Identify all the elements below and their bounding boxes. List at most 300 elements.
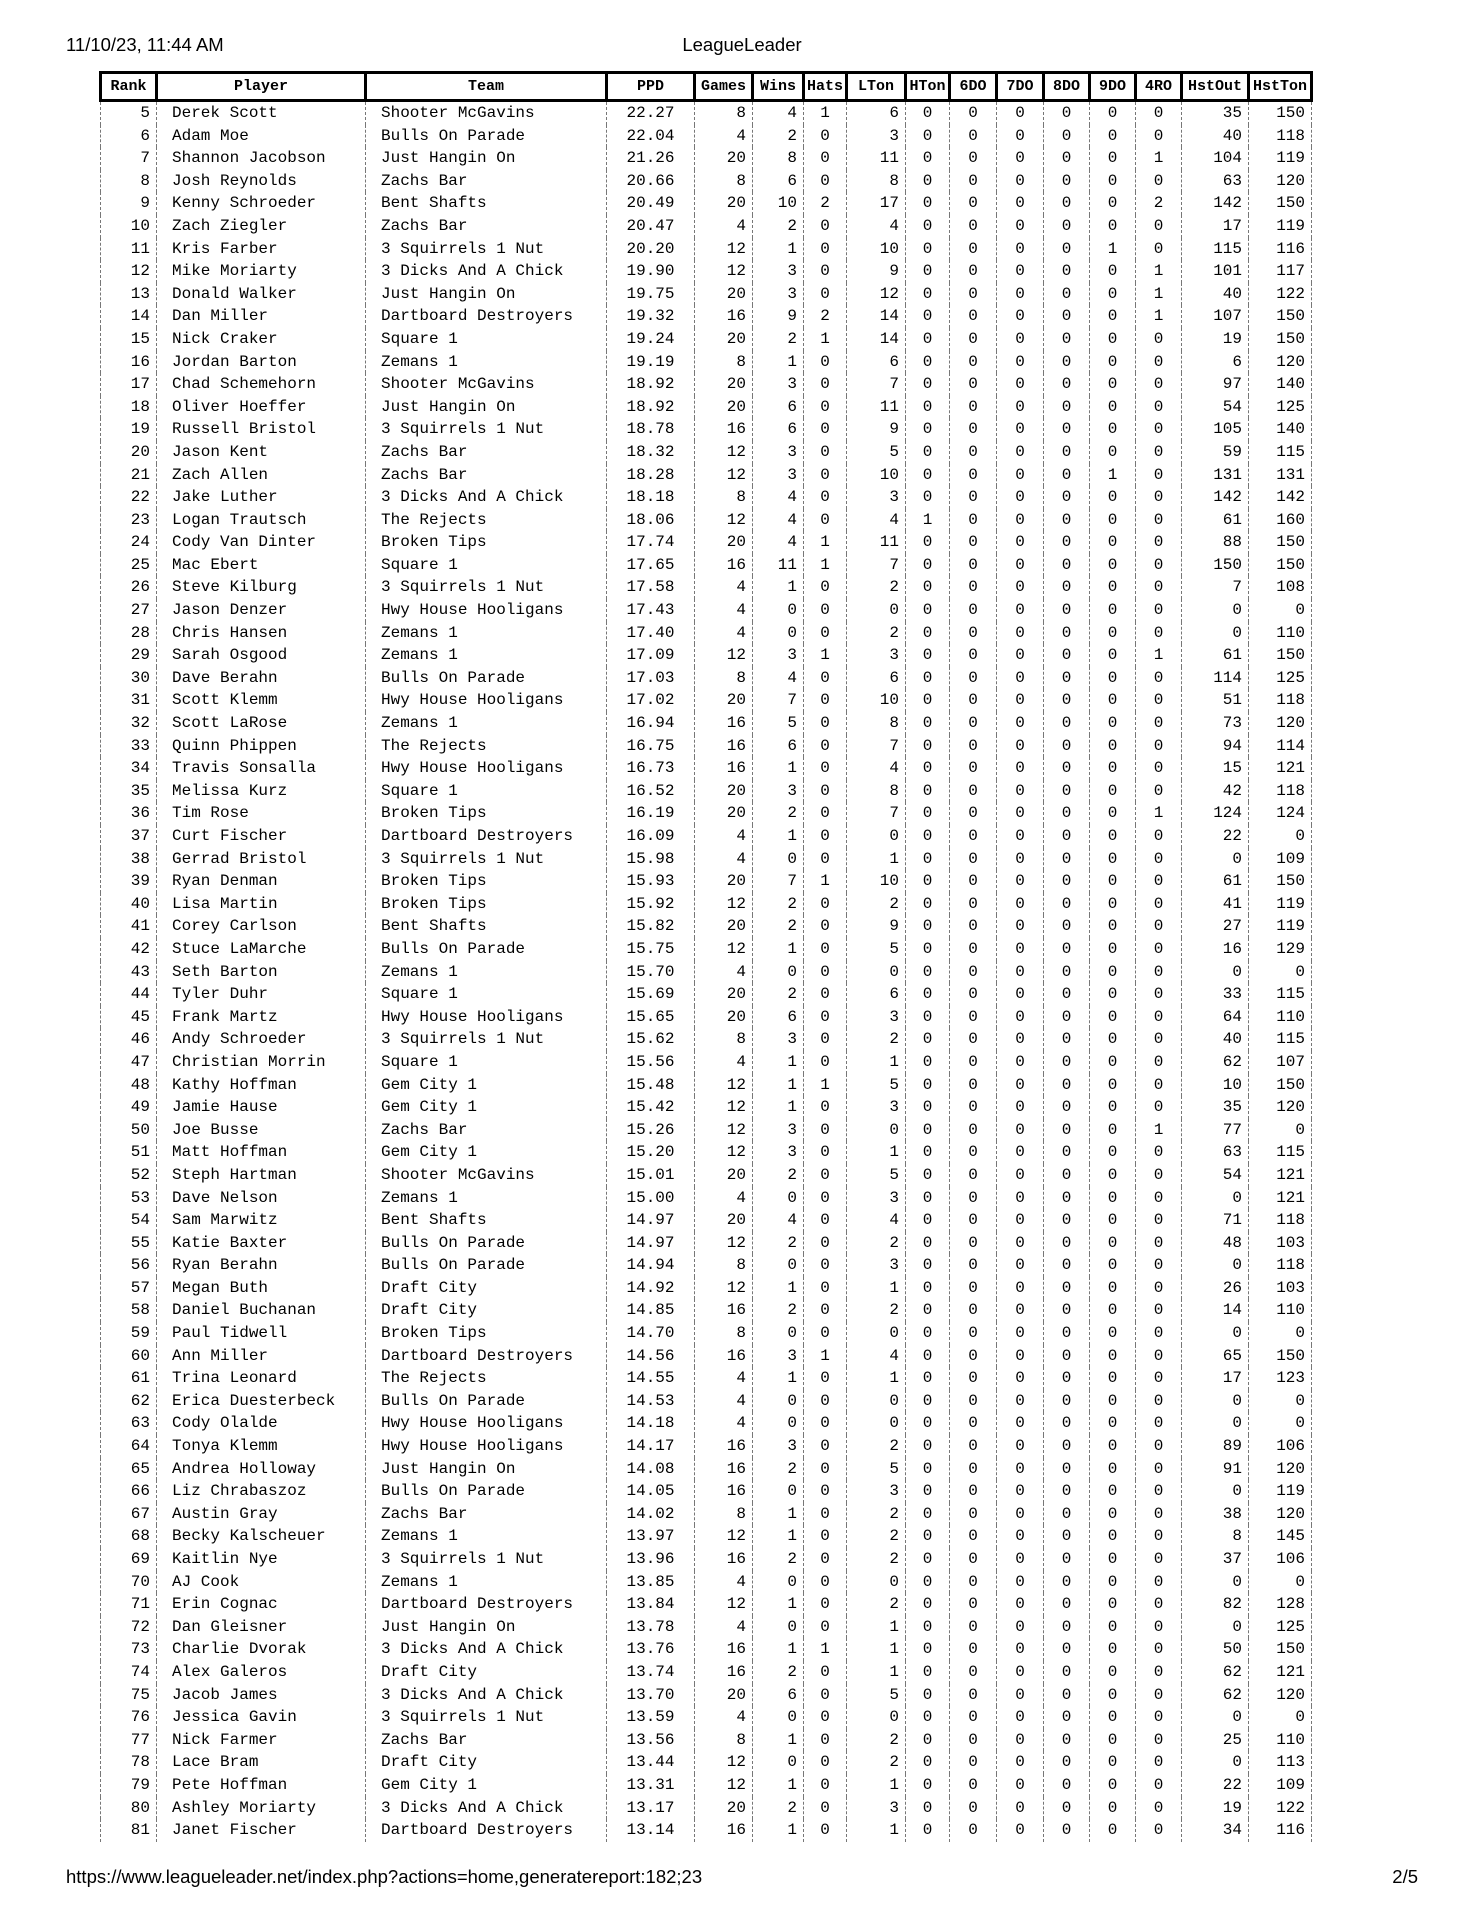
cell-hats: 0 xyxy=(804,780,847,803)
cell-lton: 0 xyxy=(847,1571,906,1594)
cell-9do: 0 xyxy=(1090,1119,1136,1142)
table-body xyxy=(101,101,1312,1842)
cell-6do: 0 xyxy=(950,328,997,351)
cell-wins: 3 xyxy=(753,1141,804,1164)
table-row xyxy=(101,441,1312,464)
cell-team: Zachs Bar xyxy=(366,464,607,487)
cell-games: 4 xyxy=(695,125,753,148)
cell-8do: 0 xyxy=(1044,147,1090,170)
cell-lton: 2 xyxy=(847,1525,906,1548)
cell-team: Dartboard Destroyers xyxy=(366,1593,607,1616)
cell-lton: 2 xyxy=(847,1028,906,1051)
cell-hstton: 150 xyxy=(1249,554,1312,577)
cell-hats: 0 xyxy=(804,983,847,1006)
cell-hstout: 63 xyxy=(1182,1141,1249,1164)
cell-hstton: 150 xyxy=(1249,1345,1312,1368)
cell-6do: 0 xyxy=(950,1164,997,1187)
cell-hstton: 150 xyxy=(1249,192,1312,215)
cell-4ro: 0 xyxy=(1136,1367,1182,1390)
cell-7do: 0 xyxy=(997,260,1044,283)
cell-6do: 0 xyxy=(950,554,997,577)
cell-hstton: 109 xyxy=(1249,848,1312,871)
cell-wins: 1 xyxy=(753,938,804,961)
table-row xyxy=(101,351,1312,374)
cell-games: 16 xyxy=(695,1345,753,1368)
cell-rank: 59 xyxy=(101,1322,157,1345)
cell-hats: 1 xyxy=(804,101,847,125)
cell-hton: 0 xyxy=(906,870,950,893)
cell-hstout: 64 xyxy=(1182,1006,1249,1029)
cell-hats: 0 xyxy=(804,238,847,261)
cell-lton: 12 xyxy=(847,283,906,306)
cell-rank: 7 xyxy=(101,147,157,170)
cell-hats: 2 xyxy=(804,192,847,215)
cell-7do: 0 xyxy=(997,1661,1044,1684)
table-row xyxy=(101,1232,1312,1255)
cell-7do: 0 xyxy=(997,215,1044,238)
cell-9do: 0 xyxy=(1090,1096,1136,1119)
cell-7do: 0 xyxy=(997,1277,1044,1300)
cell-player: Steph Hartman xyxy=(157,1164,366,1187)
cell-9do: 0 xyxy=(1090,893,1136,916)
cell-4ro: 0 xyxy=(1136,1028,1182,1051)
cell-lton: 3 xyxy=(847,486,906,509)
cell-lton: 8 xyxy=(847,712,906,735)
table-row xyxy=(101,1164,1312,1187)
cell-team: Square 1 xyxy=(366,1051,607,1074)
cell-ppd: 20.49 xyxy=(607,192,695,215)
cell-hton: 0 xyxy=(906,1119,950,1142)
cell-wins: 2 xyxy=(753,125,804,148)
cell-4ro: 0 xyxy=(1136,667,1182,690)
cell-wins: 4 xyxy=(753,667,804,690)
cell-7do: 0 xyxy=(997,1028,1044,1051)
cell-player: Donald Walker xyxy=(157,283,366,306)
cell-6do: 0 xyxy=(950,1797,997,1820)
cell-ppd: 17.40 xyxy=(607,622,695,645)
cell-player: Oliver Hoeffer xyxy=(157,396,366,419)
cell-team: Shooter McGavins xyxy=(366,101,607,125)
cell-6do: 0 xyxy=(950,215,997,238)
cell-wins: 0 xyxy=(753,1706,804,1729)
cell-wins: 0 xyxy=(753,848,804,871)
cell-4ro: 0 xyxy=(1136,554,1182,577)
cell-hton: 0 xyxy=(906,396,950,419)
cell-7do: 0 xyxy=(997,983,1044,1006)
cell-hstout: 105 xyxy=(1182,418,1249,441)
cell-hstout: 0 xyxy=(1182,1751,1249,1774)
cell-lton: 4 xyxy=(847,509,906,532)
cell-hats: 0 xyxy=(804,1028,847,1051)
cell-hats: 0 xyxy=(804,1751,847,1774)
cell-4ro: 0 xyxy=(1136,1277,1182,1300)
cell-8do: 0 xyxy=(1044,1299,1090,1322)
cell-rank: 27 xyxy=(101,599,157,622)
cell-4ro: 0 xyxy=(1136,1345,1182,1368)
cell-team: Zachs Bar xyxy=(366,170,607,193)
cell-hats: 0 xyxy=(804,735,847,758)
cell-wins: 3 xyxy=(753,1028,804,1051)
cell-lton: 7 xyxy=(847,554,906,577)
cell-7do: 0 xyxy=(997,1051,1044,1074)
cell-hstout: 26 xyxy=(1182,1277,1249,1300)
cell-player: Nick Craker xyxy=(157,328,366,351)
cell-games: 16 xyxy=(695,1435,753,1458)
cell-hstton: 0 xyxy=(1249,961,1312,984)
table-row xyxy=(101,1706,1312,1729)
cell-player: Andrea Holloway xyxy=(157,1458,366,1481)
cell-team: 3 Dicks And A Chick xyxy=(366,1638,607,1661)
cell-hats: 0 xyxy=(804,351,847,374)
cell-hton: 0 xyxy=(906,1480,950,1503)
cell-rank: 65 xyxy=(101,1458,157,1481)
table-row xyxy=(101,554,1312,577)
cell-lton: 3 xyxy=(847,1797,906,1820)
cell-hstton: 121 xyxy=(1249,1187,1312,1210)
cell-9do: 0 xyxy=(1090,373,1136,396)
cell-rank: 62 xyxy=(101,1390,157,1413)
cell-7do: 0 xyxy=(997,1435,1044,1458)
cell-hstout: 40 xyxy=(1182,283,1249,306)
cell-7do: 0 xyxy=(997,147,1044,170)
cell-6do: 0 xyxy=(950,373,997,396)
cell-player: Janet Fischer xyxy=(157,1819,366,1842)
cell-9do: 0 xyxy=(1090,125,1136,148)
cell-hats: 1 xyxy=(804,1074,847,1097)
cell-ppd: 17.58 xyxy=(607,576,695,599)
cell-team: 3 Squirrels 1 Nut xyxy=(366,1706,607,1729)
cell-7do: 0 xyxy=(997,780,1044,803)
cell-team: Zachs Bar xyxy=(366,215,607,238)
cell-rank: 28 xyxy=(101,622,157,645)
cell-rank: 22 xyxy=(101,486,157,509)
cell-9do: 0 xyxy=(1090,101,1136,125)
cell-team: Just Hangin On xyxy=(366,147,607,170)
cell-6do: 0 xyxy=(950,689,997,712)
cell-team: Gem City 1 xyxy=(366,1074,607,1097)
cell-ppd: 18.18 xyxy=(607,486,695,509)
cell-hton: 0 xyxy=(906,1435,950,1458)
cell-4ro: 0 xyxy=(1136,780,1182,803)
cell-hstton: 150 xyxy=(1249,1638,1312,1661)
cell-hats: 0 xyxy=(804,125,847,148)
cell-6do: 0 xyxy=(950,599,997,622)
cell-player: Pete Hoffman xyxy=(157,1774,366,1797)
cell-4ro: 0 xyxy=(1136,1209,1182,1232)
cell-wins: 3 xyxy=(753,644,804,667)
cell-rank: 58 xyxy=(101,1299,157,1322)
cell-7do: 0 xyxy=(997,1525,1044,1548)
cell-hats: 1 xyxy=(804,1638,847,1661)
cell-hton: 0 xyxy=(906,1367,950,1390)
cell-hats: 0 xyxy=(804,1729,847,1752)
cell-lton: 3 xyxy=(847,1254,906,1277)
cell-wins: 0 xyxy=(753,1322,804,1345)
cell-8do: 0 xyxy=(1044,825,1090,848)
cell-9do: 0 xyxy=(1090,1706,1136,1729)
cell-6do: 0 xyxy=(950,1706,997,1729)
cell-team: Square 1 xyxy=(366,328,607,351)
cell-hstton: 131 xyxy=(1249,464,1312,487)
cell-wins: 6 xyxy=(753,396,804,419)
table-row xyxy=(101,170,1312,193)
cell-hstout: 94 xyxy=(1182,735,1249,758)
cell-hats: 0 xyxy=(804,1571,847,1594)
cell-player: Sam Marwitz xyxy=(157,1209,366,1232)
cell-7do: 0 xyxy=(997,1119,1044,1142)
cell-wins: 0 xyxy=(753,1254,804,1277)
cell-games: 12 xyxy=(695,1119,753,1142)
cell-hton: 0 xyxy=(906,1706,950,1729)
cell-lton: 10 xyxy=(847,464,906,487)
cell-9do: 0 xyxy=(1090,1051,1136,1074)
cell-hton: 0 xyxy=(906,1503,950,1526)
cell-9do: 0 xyxy=(1090,1729,1136,1752)
cell-hats: 0 xyxy=(804,170,847,193)
cell-team: Zachs Bar xyxy=(366,441,607,464)
cell-games: 8 xyxy=(695,1028,753,1051)
cell-hstout: 63 xyxy=(1182,170,1249,193)
cell-7do: 0 xyxy=(997,1819,1044,1842)
cell-7do: 0 xyxy=(997,757,1044,780)
cell-4ro: 0 xyxy=(1136,1571,1182,1594)
cell-7do: 0 xyxy=(997,689,1044,712)
cell-wins: 2 xyxy=(753,802,804,825)
cell-ppd: 13.70 xyxy=(607,1684,695,1707)
cell-4ro: 0 xyxy=(1136,373,1182,396)
cell-hats: 0 xyxy=(804,464,847,487)
cell-4ro: 0 xyxy=(1136,1525,1182,1548)
cell-hton: 0 xyxy=(906,305,950,328)
cell-8do: 0 xyxy=(1044,735,1090,758)
cell-8do: 0 xyxy=(1044,1006,1090,1029)
column-header-player: Player xyxy=(157,73,366,101)
table-row xyxy=(101,1345,1312,1368)
cell-lton: 3 xyxy=(847,1187,906,1210)
cell-wins: 0 xyxy=(753,1187,804,1210)
cell-hton: 0 xyxy=(906,283,950,306)
cell-ppd: 15.65 xyxy=(607,1006,695,1029)
cell-rank: 44 xyxy=(101,983,157,1006)
cell-hstout: 0 xyxy=(1182,1390,1249,1413)
cell-hstton: 119 xyxy=(1249,1480,1312,1503)
cell-team: Bulls On Parade xyxy=(366,1390,607,1413)
cell-rank: 68 xyxy=(101,1525,157,1548)
cell-7do: 0 xyxy=(997,576,1044,599)
cell-rank: 48 xyxy=(101,1074,157,1097)
cell-hats: 0 xyxy=(804,915,847,938)
cell-rank: 67 xyxy=(101,1503,157,1526)
cell-8do: 0 xyxy=(1044,938,1090,961)
cell-team: 3 Dicks And A Chick xyxy=(366,1684,607,1707)
table-row xyxy=(101,622,1312,645)
cell-hstton: 122 xyxy=(1249,283,1312,306)
cell-hats: 0 xyxy=(804,1141,847,1164)
cell-lton: 3 xyxy=(847,1006,906,1029)
cell-wins: 0 xyxy=(753,1751,804,1774)
table-row xyxy=(101,238,1312,261)
cell-6do: 0 xyxy=(950,1593,997,1616)
cell-hton: 0 xyxy=(906,418,950,441)
cell-rank: 80 xyxy=(101,1797,157,1820)
cell-hats: 0 xyxy=(804,893,847,916)
cell-hats: 0 xyxy=(804,1187,847,1210)
cell-player: Katie Baxter xyxy=(157,1232,366,1255)
cell-player: Trina Leonard xyxy=(157,1367,366,1390)
cell-7do: 0 xyxy=(997,1299,1044,1322)
cell-hton: 0 xyxy=(906,915,950,938)
cell-team: Draft City xyxy=(366,1751,607,1774)
cell-hstout: 41 xyxy=(1182,893,1249,916)
cell-6do: 0 xyxy=(950,961,997,984)
cell-lton: 0 xyxy=(847,1322,906,1345)
cell-games: 12 xyxy=(695,238,753,261)
cell-4ro: 1 xyxy=(1136,802,1182,825)
cell-ppd: 15.98 xyxy=(607,848,695,871)
cell-8do: 0 xyxy=(1044,1661,1090,1684)
cell-player: Mac Ebert xyxy=(157,554,366,577)
cell-ppd: 13.74 xyxy=(607,1661,695,1684)
cell-lton: 9 xyxy=(847,260,906,283)
cell-wins: 1 xyxy=(753,1525,804,1548)
cell-7do: 0 xyxy=(997,1232,1044,1255)
cell-ppd: 13.78 xyxy=(607,1616,695,1639)
cell-player: Chad Schemehorn xyxy=(157,373,366,396)
cell-6do: 0 xyxy=(950,101,997,125)
cell-player: Tyler Duhr xyxy=(157,983,366,1006)
cell-lton: 2 xyxy=(847,1299,906,1322)
cell-7do: 0 xyxy=(997,486,1044,509)
column-header-games: Games xyxy=(695,73,753,101)
column-header-ppd: PPD xyxy=(607,73,695,101)
table-header-row xyxy=(101,73,1312,101)
cell-lton: 5 xyxy=(847,1074,906,1097)
cell-9do: 1 xyxy=(1090,464,1136,487)
cell-player: Christian Morrin xyxy=(157,1051,366,1074)
cell-6do: 0 xyxy=(950,576,997,599)
cell-player: Jake Luther xyxy=(157,486,366,509)
cell-games: 4 xyxy=(695,576,753,599)
cell-hstout: 131 xyxy=(1182,464,1249,487)
table-row xyxy=(101,712,1312,735)
cell-hats: 0 xyxy=(804,1548,847,1571)
cell-4ro: 0 xyxy=(1136,915,1182,938)
cell-6do: 0 xyxy=(950,1390,997,1413)
cell-wins: 2 xyxy=(753,983,804,1006)
cell-team: Zemans 1 xyxy=(366,961,607,984)
cell-team: Hwy House Hooligans xyxy=(366,757,607,780)
cell-7do: 0 xyxy=(997,328,1044,351)
cell-hats: 0 xyxy=(804,1480,847,1503)
cell-hstton: 0 xyxy=(1249,1322,1312,1345)
cell-4ro: 0 xyxy=(1136,1412,1182,1435)
cell-rank: 34 xyxy=(101,757,157,780)
cell-4ro: 0 xyxy=(1136,1074,1182,1097)
cell-rank: 45 xyxy=(101,1006,157,1029)
cell-hton: 0 xyxy=(906,1209,950,1232)
cell-6do: 0 xyxy=(950,1548,997,1571)
table-row xyxy=(101,1751,1312,1774)
cell-hats: 0 xyxy=(804,418,847,441)
cell-7do: 0 xyxy=(997,1797,1044,1820)
table-row xyxy=(101,125,1312,148)
cell-8do: 0 xyxy=(1044,1480,1090,1503)
cell-hstout: 89 xyxy=(1182,1435,1249,1458)
cell-rank: 16 xyxy=(101,351,157,374)
cell-9do: 0 xyxy=(1090,1593,1136,1616)
cell-ppd: 13.85 xyxy=(607,1571,695,1594)
cell-4ro: 0 xyxy=(1136,1164,1182,1187)
cell-lton: 0 xyxy=(847,599,906,622)
cell-games: 12 xyxy=(695,1232,753,1255)
cell-wins: 3 xyxy=(753,464,804,487)
cell-team: 3 Squirrels 1 Nut xyxy=(366,418,607,441)
cell-ppd: 18.06 xyxy=(607,509,695,532)
cell-rank: 30 xyxy=(101,667,157,690)
cell-hstton: 150 xyxy=(1249,870,1312,893)
cell-ppd: 13.17 xyxy=(607,1797,695,1820)
table-row xyxy=(101,1503,1312,1526)
cell-6do: 0 xyxy=(950,780,997,803)
cell-player: Stuce LaMarche xyxy=(157,938,366,961)
cell-lton: 1 xyxy=(847,1819,906,1842)
cell-4ro: 0 xyxy=(1136,351,1182,374)
cell-rank: 9 xyxy=(101,192,157,215)
table-row xyxy=(101,1593,1312,1616)
cell-games: 20 xyxy=(695,780,753,803)
cell-wins: 4 xyxy=(753,531,804,554)
cell-9do: 0 xyxy=(1090,802,1136,825)
cell-8do: 0 xyxy=(1044,1028,1090,1051)
cell-wins: 7 xyxy=(753,870,804,893)
cell-games: 4 xyxy=(695,1706,753,1729)
cell-hstout: 0 xyxy=(1182,599,1249,622)
cell-9do: 0 xyxy=(1090,396,1136,419)
cell-hton: 0 xyxy=(906,825,950,848)
cell-8do: 0 xyxy=(1044,351,1090,374)
cell-ppd: 17.43 xyxy=(607,599,695,622)
cell-8do: 0 xyxy=(1044,554,1090,577)
cell-4ro: 0 xyxy=(1136,328,1182,351)
cell-4ro: 0 xyxy=(1136,893,1182,916)
cell-hats: 0 xyxy=(804,283,847,306)
cell-hton: 0 xyxy=(906,464,950,487)
cell-hstton: 108 xyxy=(1249,576,1312,599)
cell-7do: 0 xyxy=(997,938,1044,961)
cell-rank: 23 xyxy=(101,509,157,532)
cell-games: 8 xyxy=(695,486,753,509)
cell-hstout: 40 xyxy=(1182,125,1249,148)
cell-rank: 15 xyxy=(101,328,157,351)
cell-wins: 10 xyxy=(753,192,804,215)
cell-4ro: 0 xyxy=(1136,1254,1182,1277)
cell-player: Alex Galeros xyxy=(157,1661,366,1684)
cell-rank: 57 xyxy=(101,1277,157,1300)
cell-hats: 0 xyxy=(804,1593,847,1616)
cell-4ro: 0 xyxy=(1136,531,1182,554)
cell-lton: 2 xyxy=(847,1593,906,1616)
table-row xyxy=(101,689,1312,712)
cell-lton: 9 xyxy=(847,915,906,938)
cell-9do: 0 xyxy=(1090,1390,1136,1413)
cell-hton: 0 xyxy=(906,1187,950,1210)
cell-9do: 0 xyxy=(1090,1503,1136,1526)
cell-hstout: 7 xyxy=(1182,576,1249,599)
cell-8do: 0 xyxy=(1044,1141,1090,1164)
cell-hton: 0 xyxy=(906,1593,950,1616)
cell-player: Sarah Osgood xyxy=(157,644,366,667)
cell-4ro: 0 xyxy=(1136,622,1182,645)
